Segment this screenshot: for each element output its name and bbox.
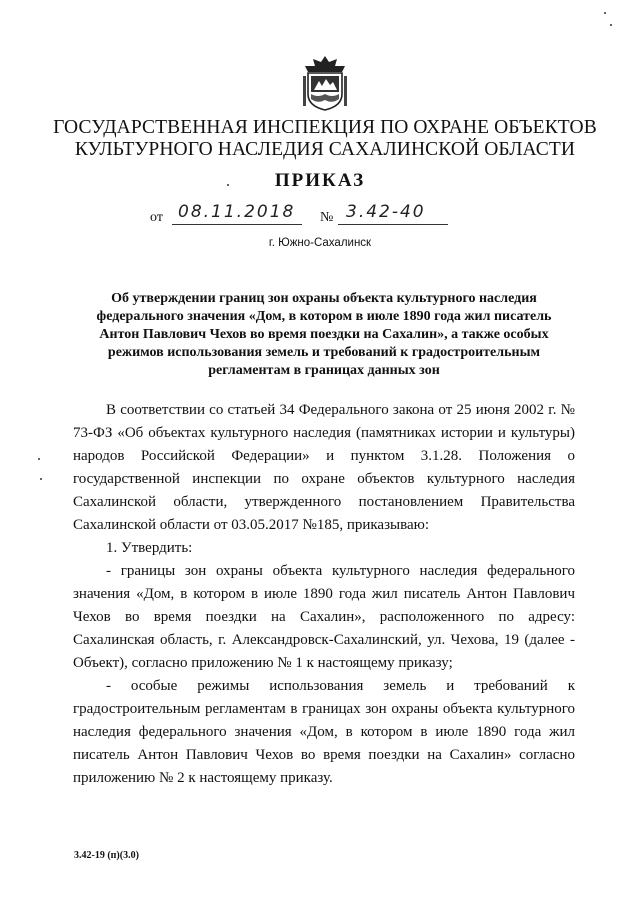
city-label: г. Южно-Сахалинск — [268, 237, 372, 249]
order-body — [73, 399, 575, 790]
body-paragraph: 1. Утвердить: — [106, 540, 193, 556]
document-type: ПРИКАЗ — [274, 170, 366, 191]
scan-speck — [227, 184, 229, 186]
order-subject — [78, 290, 570, 380]
date-number-row — [150, 200, 470, 230]
footer-code: 3.42-19 (п)(3.0) — [74, 850, 139, 861]
scan-speck — [610, 24, 612, 26]
subject-line: регламентам в границах данных зон — [208, 363, 440, 378]
coat-of-arms-icon — [302, 54, 348, 112]
organization-title-line2: КУЛЬТУРНОГО НАСЛЕДИЯ САХАЛИНСКОЙ ОБЛАСТИ — [74, 139, 576, 160]
scan-speck — [604, 12, 606, 14]
subject-line: режимов использования земель и требований к градостроительным — [107, 345, 541, 360]
scan-speck — [40, 478, 42, 480]
organization-title-line1: ГОСУДАРСТВЕННАЯ ИНСПЕКЦИЯ ПО ОХРАНЕ ОБЪЕКТОВ — [53, 117, 597, 138]
subject-line: Антон Павлович Чехов во время поездки на Сахалин», а также особых — [99, 327, 549, 342]
number-prefix: № — [320, 210, 334, 225]
scan-speck — [38, 458, 40, 460]
body-paragraph: - границы зон охраны объекта культурного наследия федерального значения «Дом, в котором в июле 1890 года жил писатель Антон Павлович Чехов во время поездки на Сахалин», расположенного по адресу: Сахалинская область, г. Александровск-Сахалинский, ул. Чехова, 19 (далее - Объект), согласно приложению № 1 к настоящему приказу; — [73, 563, 575, 671]
number-value: 3.42-40 — [346, 202, 426, 222]
subject-line: Об утверждении границ зон охраны объекта культурного наследия — [111, 291, 537, 306]
body-paragraph: - особые режимы использования земель и требований к градостроительным регламентам в границах зон охраны объекта культурного наследия федерального значения «Дом, в котором в июле 1890 года жил писатель Антон Павлович Чехов во время поездки на Сахалин» согласно приложению № 2 к настоящему приказу. — [73, 678, 575, 786]
subject-line: федерального значения «Дом, в котором в июле 1890 года жил писатель — [96, 309, 552, 324]
organization-title — [40, 117, 610, 161]
date-value: 08.11.2018 — [178, 202, 296, 222]
body-paragraph: В соответствии со статьей 34 Федерального закона от 25 июня 2002 г. № 73-ФЗ «Об объектах культурного наследия (памятниках истории и культуры) народов Российской Федерации» и пунктом 3.1.28. Положения о государственной инспекции по охране объектов культурного наследия Сахалинской области, утвержденного постановлением Правительства Сахалинской области от 03.05.2017 №185, приказываю: — [73, 402, 575, 533]
date-underline — [172, 224, 302, 225]
date-prefix: от — [150, 210, 163, 225]
number-underline — [338, 224, 448, 225]
